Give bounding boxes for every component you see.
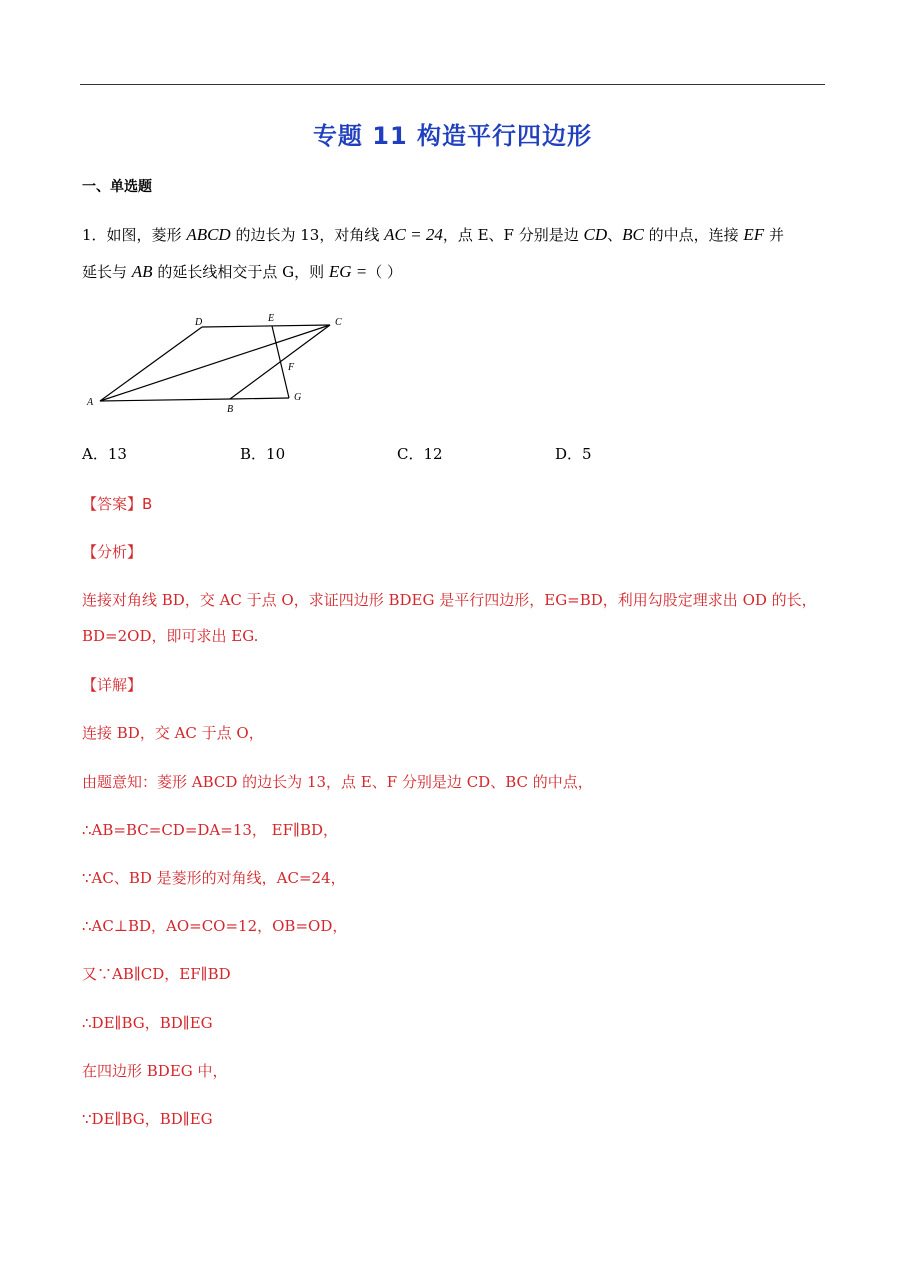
answer-line: [82, 493, 152, 514]
detail-line: ∵DE∥BG，BD∥EG: [82, 1110, 213, 1128]
segment-cd: [202, 325, 330, 327]
question-line-2: 延长与 AB 的延长线相交于点 G，则 EG =（ ）: [82, 262, 403, 281]
label-a: A: [87, 397, 94, 408]
header-rule: [80, 84, 825, 85]
detail-tag: 【详解】: [82, 676, 143, 694]
segment-eg: [272, 326, 289, 398]
question-number: 1．: [82, 226, 107, 244]
option-a: A．13: [82, 445, 127, 463]
section-heading: 一、单选题: [82, 179, 152, 195]
detail-line: 连接 BD，交 AC 于点 O，: [82, 724, 264, 742]
page-title: 专题 11 构造平行四边形: [312, 122, 593, 150]
segment-ab: [100, 399, 230, 401]
detail-line: ∴AB=BC=CD=DA=13， EF∥BD，: [82, 821, 339, 839]
segment-da: [100, 327, 202, 401]
option-c: C．12: [397, 445, 443, 463]
analysis-line-2: BD=2OD，即可求出 EG.: [82, 627, 259, 645]
analysis-tag: 【分析】: [82, 543, 143, 561]
detail-line: ∴AC⊥BD，AO=CO=12，OB=OD，: [82, 917, 348, 935]
analysis-line-1: 连接对角线 BD，交 AC 于点 O，求证四边形 BDEG 是平行四边形，EG=BD，利用勾股定理求出 OD 的长，: [82, 591, 817, 609]
question-line-1: 1．如图，菱形 ABCD 的边长为 13，对角线 AC = 24，点 E、F 分别是边 CD、BC 的中点，连接 EF 并: [82, 225, 784, 244]
label-c: C: [335, 317, 342, 328]
label-g: G: [294, 392, 302, 403]
detail-line: ∵AC、BD 是菱形的对角线，AC=24，: [82, 869, 346, 887]
detail-line: 在四边形 BDEG 中，: [82, 1062, 228, 1080]
detail-line: 又∵AB∥CD，EF∥BD: [82, 965, 231, 983]
detail-line: ∴DE∥BG，BD∥EG: [82, 1014, 213, 1032]
label-d: D: [195, 317, 203, 328]
label-f: F: [288, 362, 295, 373]
option-d: D．5: [555, 445, 592, 463]
label-e: E: [268, 313, 275, 324]
detail-line: 由题意知：菱形 ABCD 的边长为 13，点 E、F 分别是边 CD、BC 的中点，: [82, 773, 593, 791]
rhombus-figure: [82, 308, 372, 420]
label-b: B: [227, 404, 234, 415]
option-b: B．10: [240, 445, 286, 463]
answer-value: B: [142, 495, 153, 513]
segment-bg: [230, 398, 289, 399]
segment-ac: [100, 325, 330, 401]
answer-tag: 【答案】: [82, 495, 143, 513]
